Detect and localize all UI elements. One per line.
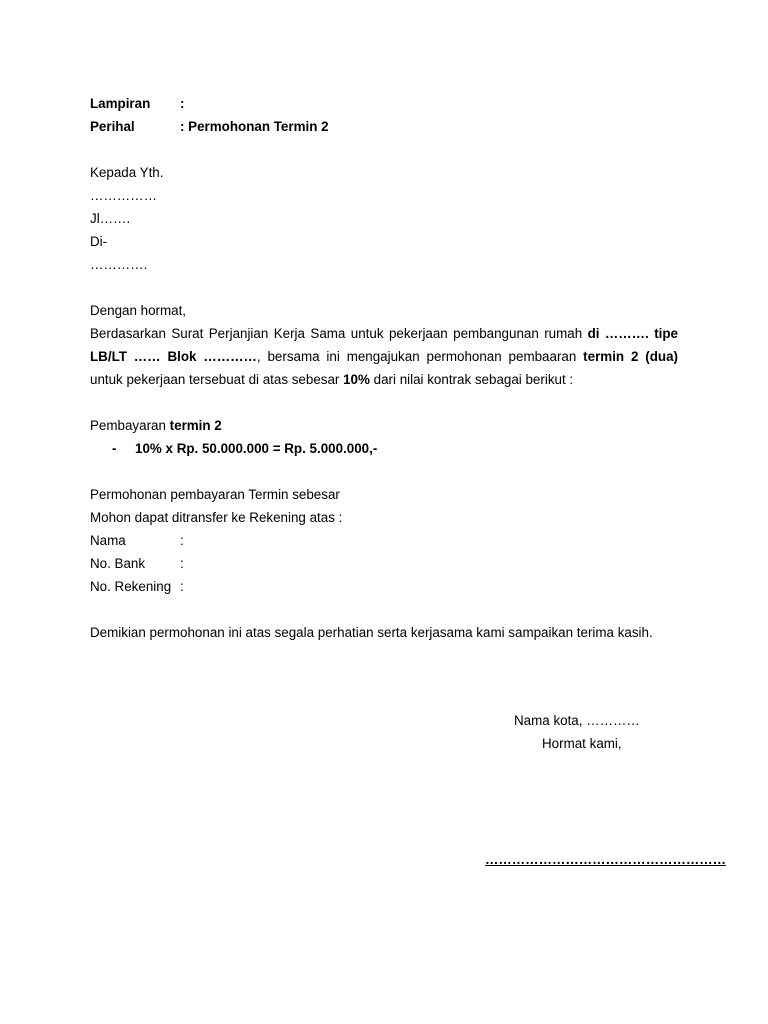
bank-value: : — [180, 556, 184, 571]
letter-body — [90, 92, 678, 644]
spacer — [90, 391, 678, 414]
regards: Hormat kami, — [542, 736, 622, 751]
nama-value: : — [180, 533, 184, 548]
nama-row — [90, 529, 678, 552]
lampiran-label: Lampiran — [90, 96, 151, 111]
paragraph-text-2: , bersama ini mengajukan permohonan pembaaran — [256, 349, 584, 364]
payment-heading — [90, 414, 678, 437]
request-line: Permohonan pembayaran Termin sebesar — [90, 487, 340, 502]
recipient-street: Jl……. — [90, 211, 131, 226]
spacer — [90, 460, 678, 483]
recipient-di: Di- — [90, 234, 108, 249]
paragraph-main — [90, 322, 678, 391]
bank-label: No. Bank — [90, 556, 146, 571]
rekening-label: No. Rekening — [90, 579, 172, 594]
greeting: Dengan hormat, — [90, 303, 187, 318]
payment-calculation: 10% x Rp. 50.000.000 = Rp. 5.000.000,- — [135, 441, 378, 456]
paragraph-percent: 10% — [343, 372, 370, 387]
payment-bullet — [90, 437, 678, 460]
paragraph-text-4: dari nilai kontrak sebagai berikut : — [369, 372, 574, 387]
lampiran-row — [90, 92, 678, 115]
paragraph-text-3: untuk pekerjaan tersebuat di atas sebesar — [90, 372, 344, 387]
spacer — [90, 598, 678, 621]
bank-row — [90, 552, 678, 575]
perihal-value: : Permohonan Termin 2 — [180, 119, 329, 134]
rekening-row — [90, 575, 678, 598]
closing-line: Demikian permohonan ini atas segala perhatian serta kerjasama kami sampaikan terima kasih. — [90, 625, 653, 640]
paragraph-text-1: Berdasarkan Surat Perjanjian Kerja Sama untuk pekerjaan pembangunan rumah — [90, 326, 588, 341]
spacer — [90, 138, 678, 161]
paragraph-termin: termin 2 (dua) — [583, 349, 678, 364]
nama-label: Nama — [90, 533, 126, 548]
recipient-city: …………. — [90, 257, 148, 272]
recipient-kepada: Kepada Yth. — [90, 165, 164, 180]
recipient-name: …………… — [90, 188, 157, 203]
place-date: Nama kota, ………… — [514, 713, 640, 728]
payment-label: Pembayaran — [90, 418, 170, 433]
perihal-label: Perihal — [90, 119, 135, 134]
rekening-value: : — [180, 579, 184, 594]
perihal-row — [90, 115, 678, 138]
transfer-line: Mohon dapat ditransfer ke Rekening atas : — [90, 510, 343, 525]
bullet-dash: - — [112, 441, 117, 456]
payment-termin: termin 2 — [169, 418, 222, 433]
paragraph-location: di ………. tipe LB/LT …… Blok ………… — [90, 326, 678, 364]
lampiran-value: : — [180, 96, 185, 111]
spacer — [90, 276, 678, 299]
signature-line: ……………………………………………… — [485, 852, 727, 867]
